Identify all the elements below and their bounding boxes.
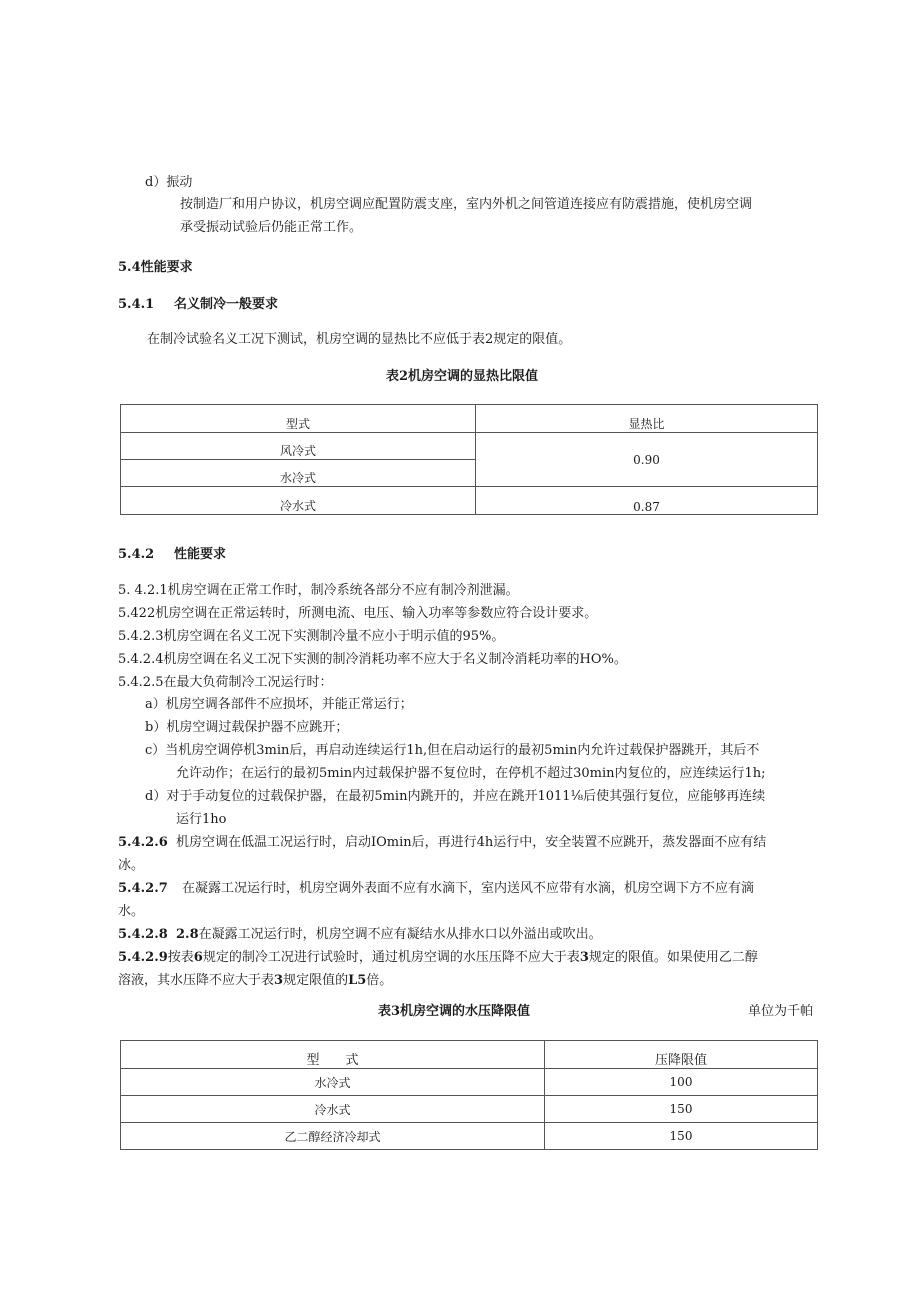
vibration-text-line2: 承受振动试验后仍能正常工作。 [180,220,363,235]
table3-header-value: 压降限值 [545,1041,818,1069]
para-5-4-2-7-number: 5.4.2.7 [118,881,168,896]
section-5-4-1-text: 在制冷试验名义工况下测试，机房空调的显热比不应低于表2规定的限值。 [147,332,572,347]
para-5-4-2-9-line1 [118,948,758,968]
para-5-4-2-6-number: 5.4.2.6 [118,835,168,850]
para-5-4-2-7-line2: 水。 [118,904,145,919]
section-5-4-2-title: 性能要求 [174,547,227,562]
list-marker-d-vibration: d）振动 [145,175,193,190]
table3-cell-value: 150 [545,1096,818,1123]
table-ref-3: 3 [274,973,284,988]
para-5-4-2-7-line1: 在凝露工况运行时，机房空调外表面不应有水滴下，室内送风不应带有水滴，机房空调下方不应有滴 [182,881,755,896]
table2-header-type: 型式 [121,405,476,433]
vibration-text-line1: 按制造厂和用户协议，机房空调应配置防震支座，室内外机之间管道连接应有防震措施，使机房空调 [180,197,753,212]
table2-caption: 表2机房空调的显热比限值 [386,369,539,384]
table3 [120,1040,818,1150]
para-5-4-2-3: 5.4.2.3机房空调在名义工况下实测制冷量不应小于明示值的95%。 [118,629,505,644]
para-5-4-2-6-line2: 冰。 [118,858,145,873]
para-5-4-2-8-bold-ref: 2.8 [176,927,199,942]
table2-cell-type: 风冷式 [121,433,476,460]
list-item-d-line1: d）对于手动复位的过载保护器，在最初5min内跳开的，并应在跳开1011⅛后使其强行复位，应能够再连续 [145,789,766,804]
para-5-4-2-8-number: 5.4.2.8 [118,927,168,942]
multiplier-value: L5 [348,973,367,988]
para-5-4-2-8-text [176,925,602,945]
table2-cell-type: 水冷式 [121,460,476,487]
list-item-c-line1: c）当机房空调停机3min后，再启动连续运行1h,但在启动运行的最初5min内允许过载保护器跳开，其后不 [145,743,760,758]
table2-cell-type: 冷水式 [121,487,476,515]
table3-caption: 表3机房空调的水压降限值 [378,1004,531,1019]
table3-cell-type: 乙二醇经济冷却式 [121,1123,545,1150]
table3-cell-value: 100 [545,1069,818,1096]
section-5-4-heading: 5.4性能要求 [118,260,193,275]
table-ref-6: 6 [193,950,203,965]
table2-cell-value: 0.87 [476,487,818,515]
para-5-4-2-1: 5. 4.2.1机房空调在正常工作时，制冷系统各部分不应有制冷剂泄漏。 [118,583,519,598]
table3-cell-value: 150 [545,1123,818,1150]
section-5-4-1-title: 名义制冷一般要求 [174,297,279,312]
list-item-a: a）机房空调各部件不应损坏，并能正常运行； [145,697,413,712]
para-5-4-2-2: 5.422机房空调在正常运转时，所测电流、电压、输入功率等参数应符合设计要求。 [118,606,598,621]
list-item-c-line2: 允许动作；在运行的最初5min内过载保护器不复位时，在停机不超过30min内复位的，应连续运行1h; [176,766,766,781]
para-5-4-2-9-text: 规定限值的 [283,973,349,988]
table3-cell-type: 水冷式 [121,1069,545,1096]
para-5-4-2-9-text: 倍。 [366,973,393,988]
table-ref-3: 3 [579,950,589,965]
table3-header-type: 型 式 [121,1041,545,1069]
para-5-4-2-6-line1: 机房空调在低温工况运行时，启动IOmin后，再进行4h运行中，安全装置不应跳开，蒸发器面不应有结 [176,835,767,850]
para-5-4-2-9-number: 5.4.2.9 [118,950,168,965]
para-5-4-2-9-text: 规定的限值。如果使用乙二醇 [588,950,758,965]
list-item-b: b）机房空调过载保护器不应跳开； [145,720,349,735]
section-5-4-2-number: 5.4.2 [118,547,155,562]
para-5-4-2-4: 5.4.2.4机房空调在名义工况下实测的制冷消耗功率不应大于名义制冷消耗功率的HO%。 [118,652,627,667]
table3-unit: 单位为千帕 [748,1004,814,1019]
section-5-4-1-number: 5.4.1 [118,297,155,312]
para-5-4-2-8-body: 在凝露工况运行时，机房空调不应有凝结水从排水口以外溢出或吹出。 [198,927,602,942]
table3-cell-type: 冷水式 [121,1096,545,1123]
para-5-4-2-9-text: 溶液，其水压降不应大于表 [118,973,275,988]
table2-merged-value: 0.90 [476,433,818,487]
table2 [120,404,818,515]
para-5-4-2-9-text: 规定的制冷工况进行试验时，通过机房空调的水压压降不应大于表 [202,950,580,965]
para-5-4-2-5: 5.4.2.5在最大负荷制冷工况运行时： [118,675,333,690]
list-item-d-line2: 运行1ho [176,812,227,827]
para-5-4-2-9-line2 [118,971,392,991]
table2-header-value: 显热比 [476,405,818,433]
para-5-4-2-9-text: 按表 [167,950,194,965]
